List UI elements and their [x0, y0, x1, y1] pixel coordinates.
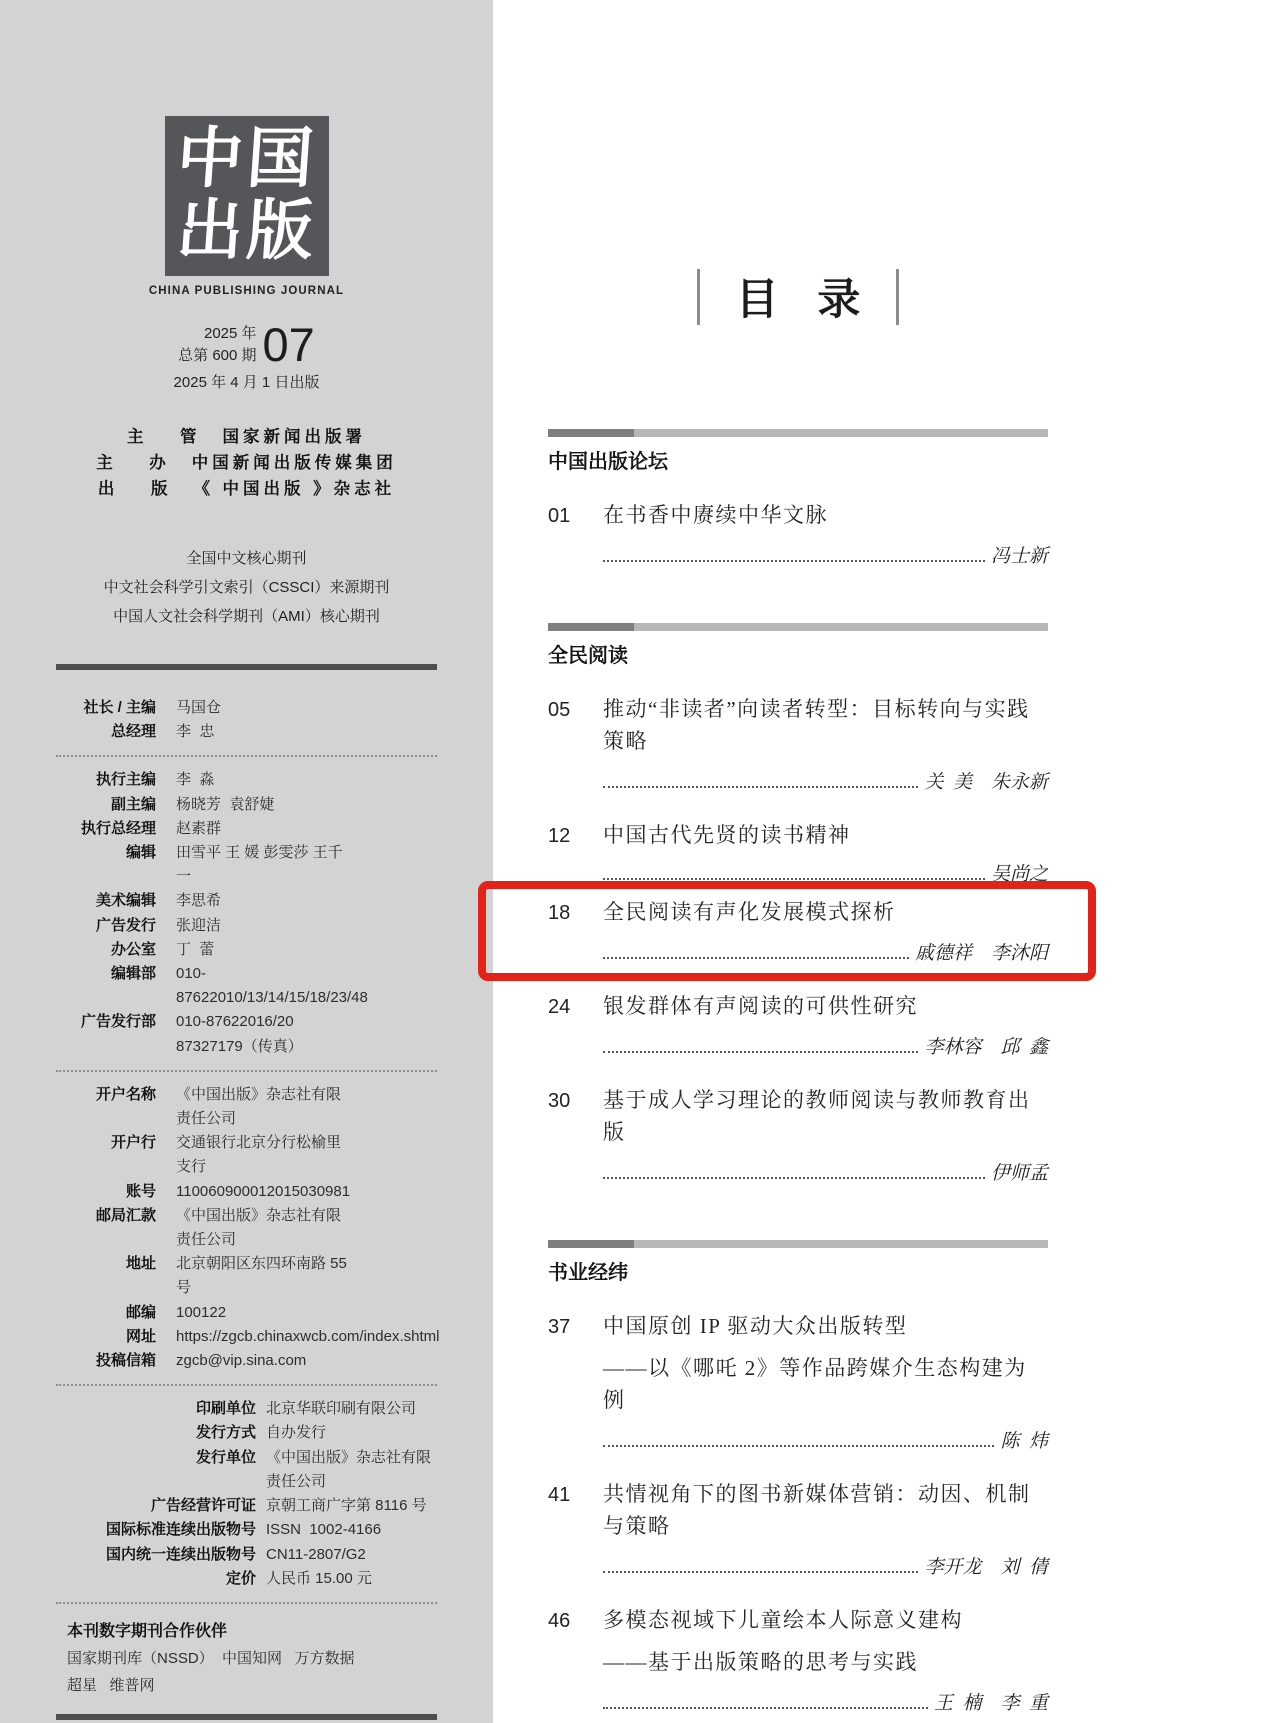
masthead-row — [56, 1252, 437, 1300]
masthead-row — [56, 1494, 437, 1518]
issue-volume: 总第 600 期 — [178, 347, 257, 364]
publication-date: 2025 年 4 月 1 日出版 — [173, 374, 320, 391]
masthead-value: ISSN 1002-4166 — [266, 1521, 382, 1539]
masthead-value: 田雪平 王 媛 彭雯莎 王千一 — [176, 844, 343, 886]
honor-line: 中文社会科学引文索引（CSSCI）来源期刊 — [103, 579, 390, 596]
masthead-row — [56, 1131, 437, 1179]
masthead-value: 北京朝阳区东四环南路 55 号 — [176, 1255, 352, 1297]
masthead-label: 开户名称 — [95, 1085, 156, 1103]
entry-page-number: 30 — [548, 1090, 571, 1112]
entry-page-number: 41 — [548, 1484, 571, 1506]
honor-line: 中国人文社会科学期刊（AMI）核心期刊 — [113, 608, 380, 625]
section-bar-dark-segment — [548, 623, 634, 631]
divider-double-rule-top — [56, 664, 437, 670]
entry-title-row — [548, 693, 1048, 757]
masthead-value: 马国仓 — [176, 699, 222, 716]
logo-text-line2: 出版 — [173, 195, 320, 268]
section-name: 中国出版论坛 — [548, 451, 668, 473]
masthead-label: 账号 — [125, 1182, 156, 1200]
dotted-leader — [603, 878, 985, 880]
entry-author-row — [603, 1690, 1048, 1718]
entry-authors: 王 楠 李 重 — [933, 1693, 1048, 1714]
governance-row — [56, 450, 437, 476]
masthead-value: 《中国出版》杂志社有限责任公司 — [176, 1206, 342, 1249]
entry-authors: 伊师孟 — [990, 1163, 1048, 1184]
masthead-value: 010-87622010/13/14/15/18/23/48 — [176, 965, 368, 1007]
toc-title-text: 目 录 — [735, 277, 875, 324]
masthead-label: 发行单位 — [195, 1448, 256, 1466]
governance-value: 《 中国出版 》杂志社 — [193, 480, 396, 498]
entry-title: 全民阅读有声化发展模式探析 — [603, 900, 896, 924]
masthead-group — [56, 696, 437, 744]
masthead-label: 总经理 — [110, 723, 156, 741]
entry-title-row — [548, 499, 1048, 531]
masthead-row — [56, 1083, 437, 1131]
masthead-value: 100122 — [176, 1303, 227, 1321]
masthead-row — [56, 1421, 437, 1445]
entry-authors: 李林容 邱 鑫 — [924, 1037, 1048, 1058]
masthead-label: 执行总经理 — [80, 819, 156, 837]
dotted-leader — [603, 560, 985, 562]
masthead-value: https://zgcb.chinaxwcb.com/index.shtml — [176, 1327, 440, 1345]
governance-value: 国家新闻出版署 — [222, 428, 367, 446]
masthead-label: 印刷单位 — [195, 1400, 256, 1418]
digital-partners-block — [56, 1618, 437, 1699]
masthead-row — [56, 1567, 437, 1591]
toc-entry-12[interactable] — [548, 819, 1048, 885]
masthead-row — [56, 817, 437, 841]
masthead-value: zgcb@vip.sina.com — [176, 1352, 307, 1370]
toc-entry-05[interactable] — [548, 693, 1048, 797]
masthead-value: 赵素群 — [176, 819, 222, 837]
masthead-label: 网址 — [125, 1327, 156, 1345]
masthead-value: 张迎洁 — [176, 916, 222, 934]
entry-title-row — [548, 1084, 1048, 1148]
dotted-leader — [603, 1051, 918, 1053]
logo-text-line1: 中国 — [173, 123, 320, 196]
governance-block — [56, 424, 437, 502]
toc-title — [548, 266, 1048, 327]
entry-page-number: 18 — [548, 902, 571, 924]
dotted-leader — [603, 957, 909, 959]
partner-line: 国家期刊库（NSSD） 中国知网 万方数据 — [67, 1649, 355, 1667]
masthead-value: 杨晓芳 袁舒婕 — [176, 795, 275, 813]
masthead-label: 定价 — [225, 1569, 256, 1587]
masthead-row — [56, 1010, 437, 1058]
masthead-label: 邮编 — [125, 1303, 156, 1321]
entry-authors: 陈 炜 — [1000, 1431, 1048, 1452]
issue-year: 2025 年 — [204, 325, 257, 342]
masthead-row — [56, 938, 437, 962]
masthead-label: 投稿信箱 — [95, 1352, 156, 1370]
masthead-label: 国际标准连续出版物号 — [105, 1521, 256, 1539]
masthead-value: CN11-2807/G2 — [266, 1545, 366, 1563]
masthead-row — [56, 962, 437, 1010]
toc-entry-37[interactable] — [548, 1310, 1048, 1456]
entry-title-row — [548, 819, 1048, 851]
masthead-label: 编辑 — [125, 844, 156, 862]
partner-line: 超星 维普网 — [67, 1676, 155, 1694]
section-bar-dark-segment — [548, 429, 634, 437]
toc-section-3 — [548, 1240, 1048, 1718]
masthead-label: 开户行 — [110, 1134, 156, 1152]
entry-authors: 李开龙 刘 倩 — [924, 1557, 1048, 1578]
journal-honors — [56, 544, 437, 631]
masthead-value: 京朝工商广字第 8116 号 — [266, 1497, 427, 1515]
masthead-value: 李 忠 — [176, 723, 215, 741]
section-bar-dark-segment — [548, 1240, 634, 1248]
toc-entry-46[interactable] — [548, 1604, 1048, 1718]
entry-title: 共情视角下的图书新媒体营销：动因、机制与策略 — [603, 1482, 1031, 1538]
dotted-leader — [603, 1445, 994, 1447]
dotted-leader — [603, 1707, 928, 1709]
toc-entry-01[interactable] — [548, 499, 1048, 571]
toc-section-2 — [548, 623, 1048, 1188]
governance-value: 中国新闻出版传媒集团 — [191, 454, 397, 472]
journal-masthead-sidebar — [0, 0, 493, 1723]
section-bar — [548, 429, 1048, 437]
entry-title-row — [548, 990, 1048, 1022]
masthead-label: 执行主编 — [95, 771, 156, 789]
toc-section-1 — [548, 429, 1048, 571]
entry-author-row — [603, 1428, 1048, 1456]
divider-double-rule-bottom — [56, 1714, 437, 1720]
toc-entry-30[interactable] — [548, 1084, 1048, 1188]
entry-title: 基于成人学习理论的教师阅读与教师教育出版 — [603, 1088, 1031, 1144]
entry-author-row — [603, 543, 1048, 571]
masthead-row — [56, 768, 437, 792]
masthead-value: 《中国出版》杂志社有限责任公司 — [176, 1085, 342, 1128]
masthead-value: 交通银行北京分行松榆里支行 — [176, 1134, 342, 1176]
masthead-label: 国内统一连续出版物号 — [105, 1545, 256, 1563]
entry-page-number: 12 — [548, 825, 571, 847]
governance-label: 主 办 — [96, 454, 182, 472]
masthead-value: 010-87622016/20 87327179（传真） — [176, 1013, 303, 1055]
honor-line: 全国中文核心期刊 — [186, 550, 307, 567]
entry-title: 中国古代先贤的读书精神 — [603, 823, 851, 847]
masthead-label: 地址 — [125, 1255, 156, 1273]
masthead-value: 自办发行 — [266, 1424, 327, 1442]
table-of-contents — [493, 0, 1269, 1723]
entry-page-number: 01 — [548, 505, 571, 527]
toc-entry-41[interactable] — [548, 1478, 1048, 1582]
masthead-staff-list — [56, 696, 440, 1604]
masthead-row — [56, 1180, 437, 1204]
masthead-group — [56, 1397, 437, 1591]
entry-author-row — [603, 861, 1048, 885]
section-name: 书业经纬 — [548, 1262, 628, 1284]
masthead-row — [56, 1518, 437, 1542]
entry-title-row — [548, 1604, 1048, 1636]
entry-title-row — [548, 896, 1048, 928]
entry-title: 推动“非读者”向读者转型：目标转向与实践策略 — [603, 697, 1030, 753]
entry-authors: 冯士新 — [990, 546, 1048, 567]
toc-entry-24[interactable] — [548, 990, 1048, 1062]
section-bar-light-segment — [634, 429, 1048, 437]
masthead-row — [56, 889, 437, 913]
masthead-value: 《中国出版》杂志社有限责任公司 — [266, 1448, 432, 1490]
masthead-row — [56, 1325, 440, 1349]
dotted-separator — [56, 1384, 437, 1386]
governance-row — [56, 424, 437, 450]
section-name: 全民阅读 — [548, 645, 628, 667]
dotted-separator — [56, 1070, 437, 1072]
entry-title-row — [548, 1478, 1048, 1542]
governance-label: 出 版 — [97, 480, 184, 498]
masthead-value: 李 淼 — [176, 771, 215, 789]
masthead-row — [56, 1397, 437, 1421]
entry-page-number: 24 — [548, 996, 571, 1018]
dotted-separator — [56, 755, 437, 757]
entry-title: 多模态视域下儿童绘本人际意义建构 — [603, 1608, 963, 1632]
masthead-label: 发行方式 — [195, 1424, 256, 1442]
masthead-row — [56, 793, 437, 817]
entry-author-row — [603, 1160, 1048, 1188]
entry-title-row — [548, 1310, 1048, 1342]
entry-page-number: 37 — [548, 1316, 571, 1338]
masthead-label: 社长 / 主编 — [83, 699, 156, 716]
entry-author-row — [603, 769, 1048, 797]
journal-logo-mark — [165, 116, 329, 276]
entry-title: 中国原创 IP 驱动大众出版转型 — [603, 1314, 908, 1338]
toc-title-right-bar — [896, 269, 899, 325]
entry-subtitle: ——以《哪吒 2》等作品跨媒介生态构建为例 — [603, 1356, 1027, 1412]
issue-info — [56, 318, 437, 371]
masthead-row — [56, 841, 437, 889]
entry-authors: 关 美 朱永新 — [924, 772, 1048, 793]
masthead-value: 110060900012015030981 — [176, 1182, 351, 1200]
masthead-value: 丁 蕾 — [176, 940, 215, 958]
dotted-leader — [603, 1177, 985, 1179]
entry-page-number: 46 — [548, 1610, 571, 1632]
masthead-label: 邮局汇款 — [95, 1206, 156, 1224]
masthead-label: 美术编辑 — [95, 892, 156, 910]
masthead-label: 广告发行 — [95, 916, 156, 934]
masthead-row — [56, 1446, 437, 1494]
issue-number: 07 — [262, 318, 315, 371]
section-bar-light-segment — [634, 1240, 1048, 1248]
masthead-row — [56, 1349, 437, 1373]
dotted-leader — [603, 786, 918, 788]
masthead-group — [56, 1083, 440, 1373]
governance-label: 主 管 — [126, 428, 213, 446]
entry-authors: 吴尚之 — [990, 864, 1048, 885]
masthead-label: 广告发行部 — [80, 1013, 156, 1031]
masthead-row — [56, 1301, 437, 1325]
section-bar — [548, 1240, 1048, 1248]
entry-page-number: 05 — [548, 699, 571, 721]
section-bar-light-segment — [634, 623, 1048, 631]
entry-subtitle: ——基于出版策略的思考与实践 — [603, 1650, 918, 1674]
journal-logo — [56, 116, 437, 297]
entry-author-row — [603, 1034, 1048, 1062]
masthead-row — [56, 1204, 437, 1252]
toc-title-left-bar — [697, 269, 700, 325]
entry-author-row — [603, 1554, 1048, 1582]
dotted-leader — [603, 1571, 918, 1573]
partners-title: 本刊数字期刊合作伙伴 — [67, 1622, 228, 1640]
entry-title: 在书香中赓续中华文脉 — [603, 503, 828, 527]
section-bar — [548, 623, 1048, 631]
masthead-label: 副主编 — [110, 795, 156, 813]
masthead-label: 编辑部 — [110, 965, 156, 983]
masthead-row — [56, 720, 437, 744]
entry-authors: 戚德祥 李沐阳 — [914, 943, 1048, 964]
masthead-value: 北京华联印刷有限公司 — [266, 1400, 417, 1418]
journal-english-name: CHINA PUBLISHING JOURNAL — [148, 285, 345, 297]
masthead-value: 人民币 15.00 元 — [266, 1569, 372, 1587]
masthead-group — [56, 768, 437, 1058]
masthead-row — [56, 914, 437, 938]
masthead-row — [56, 1543, 437, 1567]
masthead-row — [56, 696, 437, 720]
governance-row — [56, 476, 437, 502]
toc-entry-18[interactable] — [548, 896, 1048, 968]
masthead-label: 广告经营许可证 — [150, 1497, 256, 1515]
entry-author-row — [603, 940, 1048, 968]
masthead-value: 李思希 — [176, 892, 222, 910]
masthead-label: 办公室 — [110, 940, 156, 958]
entry-title: 银发群体有声阅读的可供性研究 — [603, 994, 918, 1018]
dotted-separator — [56, 1602, 437, 1604]
